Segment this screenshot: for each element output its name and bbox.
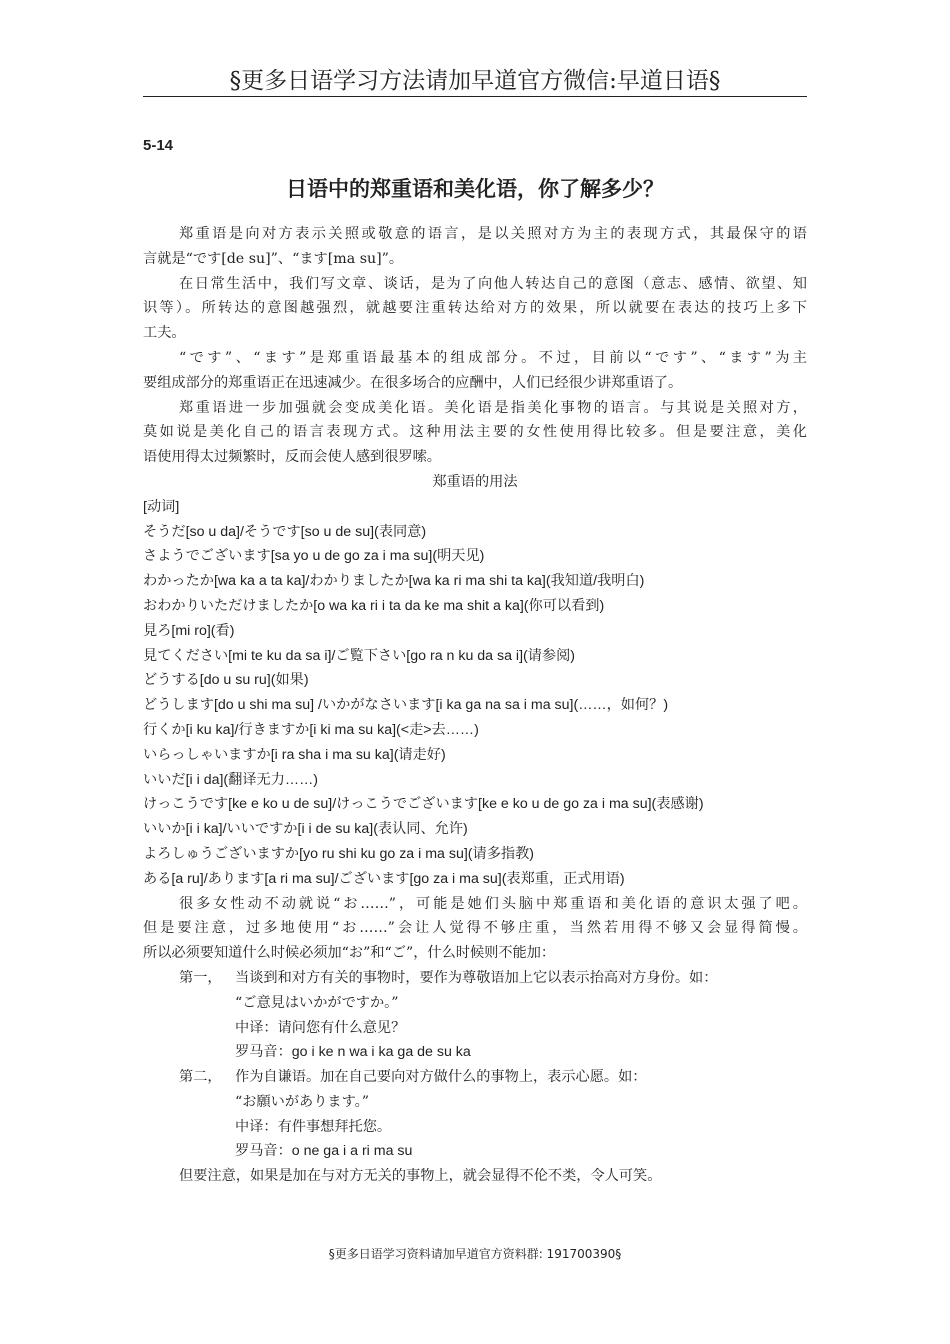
expression-item: わかったか[wa ka a ta ka]/わかりましたか[wa ka ri ma shi ta ka](我知道/我明白) [143,573,645,590]
page-footer: §更多日语学习资料请加早道官方资料群: 191700390§ [328,1247,622,1261]
expression-item: いいだ[i i da](翻译无力……) [143,771,318,788]
expression-item: そうだ[so u da]/そうです[so u de su](表同意) [143,523,427,540]
expression-item: さようでございます[sa yo u de go za i ma su](明天见) [143,548,485,565]
paragraph-line: 郑重语是向对方表示关照或敬意的语言，是以关照对方为主的表现方式，其最保守的语 [179,226,807,242]
paragraph-line: 很多女性动不动就说“お……”，可能是她们头脑中郑重语和美化语的意识太强了吧。 [179,895,807,912]
paragraph-line: 识等）。所转达的意图越强烈，就越要注重转达给对方的效果，所以就要在表达的技巧上多下 [143,300,807,317]
paragraph-line: 郑重语进一步加强就会变成美化语。美化语是指美化事物的语言。与其说是关照对方， [179,399,807,416]
paragraph-line: 语使用得太过频繁时，反而会使人感到很罗嗦。 [143,449,441,466]
usage-heading: 郑重语的用法 [432,473,518,490]
point-item [143,1065,807,1090]
paragraph-line: 要组成部分的郑重语正在迅速减少。在很多场合的应酬中，人们已经很少讲郑重语了。 [143,374,683,391]
point-item [143,966,807,991]
expression-item: よろしゅうございますか[yo ru shi ku go za i ma su](请多指教) [143,845,535,862]
expression-item: 見てください[mi te ku da sa i]/ご覧下さい[go ra n ku da sa i](请参阅) [143,647,576,664]
point-translation: 中译：请问您有什么意见？ [235,1019,406,1036]
paragraph-line: “です”、“ます”是郑重语最基本的组成部分。不过，目前以“です”、“ます”为主 [179,349,807,366]
article-title: 日语中的郑重语和美化语，你了解多少？ [286,177,664,201]
expression-item: けっこうです[ke e ko u de su]/けっこうでございます[ke e ko u de go za i ma su](表感谢) [143,796,704,813]
expression-item: 行くか[i ku ka]/行きますか[i ki ma su ka](<走>去……) [143,721,479,738]
verb-tag: [动词] [143,498,180,515]
page-header: §更多日语学习方法请加早道官方微信:早道日语§ [229,68,721,94]
paragraph-line: 在日常生活中，我们写文章、谈话，是为了向他人转达自己的意图（意志、感情、欲望、知 [179,275,807,292]
point-text: 当谈到和对方有关的事物时，要作为尊敬语加上它以表示抬高对方身份。如： [235,969,718,986]
expression-item: どうする[do u su ru](如果) [143,672,309,689]
point-example: “ご意見はいかがですか。” [235,994,399,1011]
expression-item: ある[a ru]/あります[a ri ma su]/ございます[go za i ma su](表郑重，正式用语) [143,870,625,887]
point-romaji: 罗马音：go i ke n wa i ka ga de su ka [235,1044,471,1061]
header-divider [143,96,807,97]
expression-item: いらっしゃいますか[i ra sha i ma su ka](请走好) [143,746,446,763]
point-label: 第一， [179,969,222,986]
point-example: “お願いがあります。” [235,1093,369,1110]
paragraph-line: 莫如说是美化自己的语言表现方式。这种用法主要的女性使用得比较多。但是要注意，美化 [143,424,807,441]
paragraph-line: 工夫。 [143,325,186,342]
final-note: 但要注意，如果是加在与对方无关的事物上，就会显得不伦不类，令人可笑。 [179,1168,662,1185]
point-label: 第二， [179,1069,222,1086]
paragraph-line: 所以必须要知道什么时候必须加“お”和“ご”，什么时候则不能加： [143,945,556,962]
expression-item: おわかりいただけましたか[o wa ka ri i ta da ke ma shit a ka](你可以看到) [143,597,605,614]
expression-item: いいか[i i ka]/いいですか[i i de su ka](表认同、允许) [143,821,468,838]
expression-item: どうします[do u shi ma su] /いかがなさいます[i ka ga na sa i ma su](……，如何？) [143,697,669,714]
point-text: 作为自谦语。加在自己要向对方做什么的事物上，表示心愿。如： [235,1069,647,1086]
article-body [143,222,807,1189]
section-number: 5-14 [143,137,174,154]
point-translation: 中译：有件事想拜托您。 [235,1118,392,1135]
paragraph-line: 但是要注意，过多地使用“お……”会让人觉得不够庄重，当然若用得不够又会显得简慢。 [143,920,807,937]
expression-item: 見ろ[mi ro](看) [143,622,235,639]
paragraph-line: 言就是“です[de su]”、“ます[ma su]”。 [143,250,404,267]
point-romaji: 罗马音：o ne ga i a ri ma su [235,1143,413,1160]
